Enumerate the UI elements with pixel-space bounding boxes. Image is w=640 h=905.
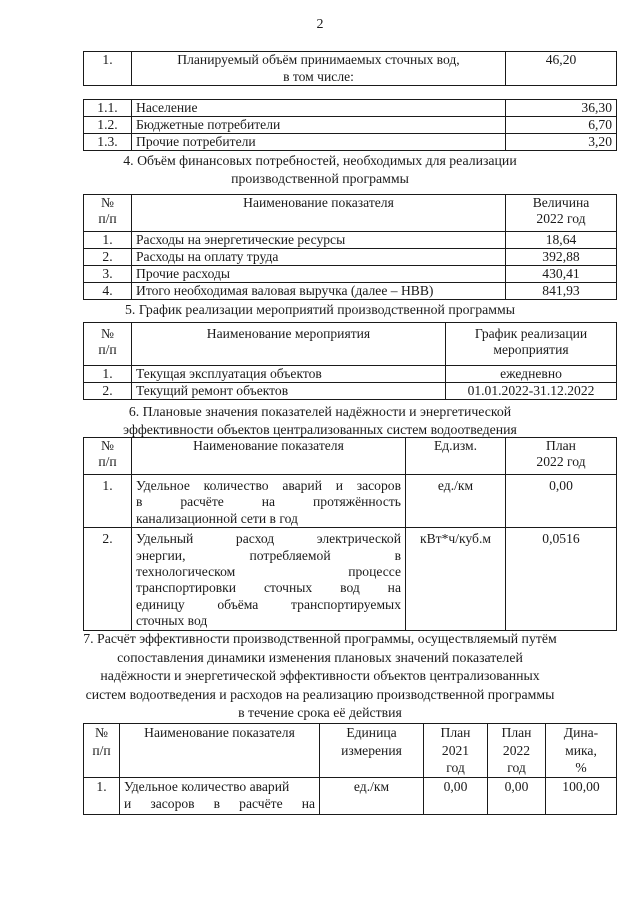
row-value: 36,30 xyxy=(506,100,617,117)
table-header-row xyxy=(84,724,617,778)
row-value: 3,20 xyxy=(506,134,617,151)
column-header-name: Наименование показателя xyxy=(120,724,320,778)
row-name-line: Планируемый объём принимаемых сточных вод, xyxy=(177,52,460,67)
row-number: 2. xyxy=(84,249,132,266)
row-name xyxy=(132,52,506,86)
column-header-plan-2021 xyxy=(424,724,488,778)
row-plan-2021: 0,00 xyxy=(424,777,488,814)
row-unit: ед./км xyxy=(406,475,506,528)
heading-line: систем водоотведения и расходов на реализацию производственной программы xyxy=(85,686,555,702)
header-line: п/п xyxy=(92,742,111,758)
header-line: 2022 xyxy=(502,742,531,758)
row-value: 18,64 xyxy=(506,232,617,249)
row-number: 1. xyxy=(84,366,132,383)
row-plan-2022: 0,00 xyxy=(488,777,546,814)
schedule-table xyxy=(83,322,617,400)
heading-line: производственной программы xyxy=(231,170,409,186)
column-header-schedule xyxy=(446,323,617,366)
row-value: 430,41 xyxy=(506,266,617,283)
table-row xyxy=(84,249,617,266)
table-row xyxy=(84,52,617,86)
column-header-unit xyxy=(320,724,424,778)
row-number: 1. xyxy=(84,232,132,249)
row-plan: 0,00 xyxy=(506,475,617,528)
header-line: п/п xyxy=(98,211,117,226)
efficiency-table xyxy=(83,723,617,815)
heading-line: 6. Плановые значения показателей надёжности и энергетической xyxy=(128,404,512,419)
row-number: 1. xyxy=(84,475,132,528)
header-line: План xyxy=(546,438,576,453)
row-name xyxy=(120,777,320,814)
financial-needs-table xyxy=(83,194,617,300)
column-header-unit: Ед.изм. xyxy=(406,438,506,475)
row-name: Прочие расходы xyxy=(132,266,506,283)
column-header-number xyxy=(84,724,120,778)
row-schedule: 01.01.2022-31.12.2022 xyxy=(446,383,617,400)
row-name-line: Удельное количество аварий xyxy=(124,778,290,794)
row-number: 1. xyxy=(84,52,132,86)
table-row xyxy=(84,100,617,117)
row-value: 46,20 xyxy=(506,52,617,86)
header-line: План xyxy=(440,725,471,740)
table-row xyxy=(84,777,617,814)
header-line: % xyxy=(575,760,587,775)
row-value: 6,70 xyxy=(506,117,617,134)
column-header-value xyxy=(506,195,617,232)
header-line: Величина xyxy=(532,195,590,210)
row-name-line: канализационной сети в год xyxy=(136,510,298,526)
table-row xyxy=(84,117,617,134)
row-number: 1. xyxy=(84,777,120,814)
row-number: 1.1. xyxy=(84,100,132,117)
column-header-number xyxy=(84,195,132,232)
section-4-heading xyxy=(0,152,640,187)
column-header-plan-2022 xyxy=(488,724,546,778)
table-header-row xyxy=(84,323,617,366)
row-name: Население xyxy=(132,100,506,117)
row-number: 2. xyxy=(84,528,132,630)
table-row xyxy=(84,366,617,383)
row-number: 1.2. xyxy=(84,117,132,134)
row-value: 841,93 xyxy=(506,283,617,300)
header-line: № xyxy=(95,725,108,740)
column-header-name: Наименование мероприятия xyxy=(132,323,446,366)
header-line: Дина- xyxy=(563,725,599,740)
header-line: мероприятия xyxy=(493,342,569,357)
table-row xyxy=(84,283,617,300)
column-header-plan xyxy=(506,438,617,475)
row-name-line: сточных вод xyxy=(136,613,208,629)
row-name-line: энергии, потребляемой в xyxy=(136,547,401,563)
column-header-dynamics xyxy=(546,724,617,778)
heading-line: сопоставления динамики изменения плановых значений показателей xyxy=(117,649,523,665)
row-number: 4. xyxy=(84,283,132,300)
row-plan: 0,0516 xyxy=(506,528,617,630)
header-line: № xyxy=(101,438,114,453)
heading-line: 4. Объём финансовых потребностей, необходимых для реализации xyxy=(123,153,517,168)
column-header-name: Наименование показателя xyxy=(132,195,506,232)
row-name xyxy=(132,528,406,630)
row-name: Текущая эксплуатация объектов xyxy=(132,366,446,383)
heading-line: 7. Расчёт эффективности производственной программы, осуществляемый путём xyxy=(83,631,557,646)
row-name-line: единицу объёма транспортируемых xyxy=(136,596,401,612)
reliability-table xyxy=(83,437,617,631)
column-header-name: Наименование показателя xyxy=(132,438,406,475)
table-header-row xyxy=(84,195,617,232)
row-name-line: в расчёте на протяжённость xyxy=(136,494,401,510)
header-line: мика, xyxy=(565,742,597,758)
heading-line: эффективности объектов централизованных систем водоотведения xyxy=(123,421,517,437)
table-row xyxy=(84,232,617,249)
section-5-heading: 5. График реализации мероприятий производственной программы xyxy=(125,302,515,317)
header-line: План xyxy=(501,725,532,740)
row-number: 1.3. xyxy=(84,134,132,151)
row-name xyxy=(132,475,406,528)
header-line: Единица xyxy=(346,725,397,740)
column-header-number xyxy=(84,438,132,475)
header-line: год xyxy=(507,760,526,775)
wastewater-total-table xyxy=(83,51,617,86)
row-dynamics: 100,00 xyxy=(546,777,617,814)
header-line: п/п xyxy=(98,454,117,470)
row-value: 392,88 xyxy=(506,249,617,266)
table-header-row xyxy=(84,438,617,475)
row-number: 2. xyxy=(84,383,132,400)
row-name: Расходы на энергетические ресурсы xyxy=(132,232,506,249)
row-name: Текущий ремонт объектов xyxy=(132,383,446,400)
row-name-line: технологическом процессе xyxy=(136,564,401,580)
row-number: 3. xyxy=(84,266,132,283)
row-name: Расходы на оплату труда xyxy=(132,249,506,266)
table-row xyxy=(84,266,617,283)
table-row xyxy=(84,383,617,400)
header-line: год xyxy=(446,760,465,775)
header-line: 2021 xyxy=(441,742,470,758)
table-row xyxy=(84,134,617,151)
header-line: 2022 год xyxy=(536,211,586,226)
section-7-heading xyxy=(0,630,640,723)
header-line: п/п xyxy=(98,342,117,357)
row-name-line: транспортировки сточных вод на xyxy=(136,580,401,596)
heading-line: в течение срока её действия xyxy=(238,705,402,721)
header-line: График реализации xyxy=(474,326,588,341)
header-line: № xyxy=(101,326,114,341)
header-line: 2022 год xyxy=(536,454,586,470)
page-number: 2 xyxy=(316,17,324,32)
table-row xyxy=(84,528,617,630)
column-header-number xyxy=(84,323,132,366)
row-name-line: в том числе: xyxy=(283,68,354,84)
header-line: № xyxy=(101,195,114,210)
row-name: Итого необходимая валовая выручка (далее – НВВ) xyxy=(132,283,506,300)
header-line: измерения xyxy=(341,742,402,758)
heading-line: надёжности и энергетической эффективности объектов централизованных xyxy=(100,668,540,684)
row-name-line: и засоров в расчёте на xyxy=(124,796,315,811)
row-unit: ед./км xyxy=(320,777,424,814)
section-6-heading xyxy=(0,403,640,438)
wastewater-breakdown-table xyxy=(83,99,617,151)
row-name-line: Удельное количество аварий и засоров xyxy=(136,478,401,493)
row-unit: кВт*ч/куб.м xyxy=(406,528,506,630)
row-name-line: Удельный расход электрической xyxy=(136,531,401,547)
row-name: Прочие потребители xyxy=(132,134,506,151)
row-schedule: ежедневно xyxy=(446,366,617,383)
row-name: Бюджетные потребители xyxy=(132,117,506,134)
table-row xyxy=(84,475,617,528)
